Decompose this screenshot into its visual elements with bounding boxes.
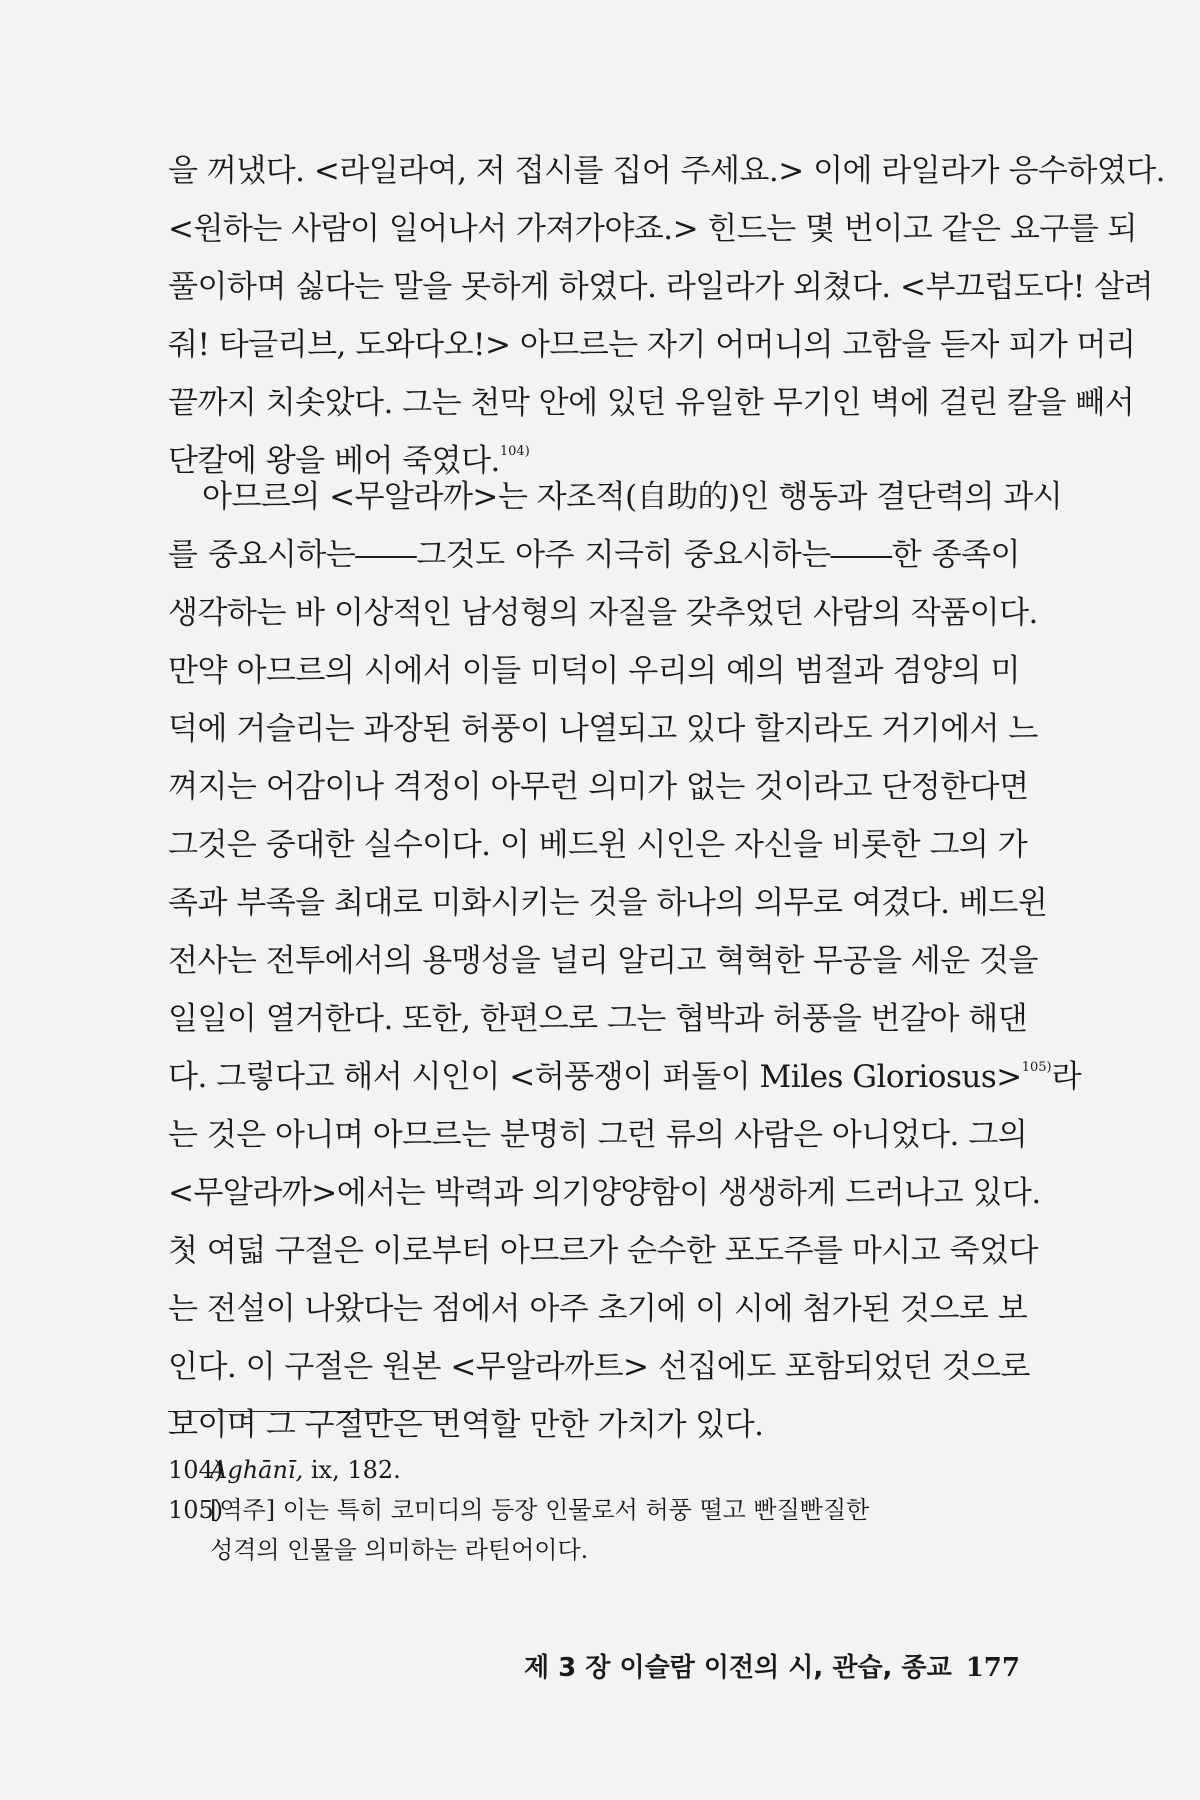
body-line: <무알라까>에서는 박력과 의기양양함이 생생하게 드러나고 있다. (168, 1175, 1041, 1211)
body-line: 그것은 중대한 실수이다. 이 베드윈 시인은 자신을 비롯한 그의 가 (168, 827, 1028, 863)
body-line: 는 것은 아니며 아므르는 분명히 그런 류의 사람은 아니었다. 그의 (168, 1117, 1028, 1153)
body-line-text: 다. 그렇다고 해서 시인이 <허풍쟁이 퍼돌이 Miles Gloriosus> (168, 1059, 1022, 1095)
body-line: 첫 여덟 구절은 이로부터 아므르가 순수한 포도주를 마시고 죽었다 (168, 1233, 1038, 1269)
footnote-divider (168, 1411, 452, 1412)
running-footer (524, 1648, 1020, 1688)
body-line-suffix: 라 (1051, 1059, 1082, 1095)
body-line: 만약 아므르의 시에서 이들 미덕이 우리의 예의 범절과 겸양의 미 (168, 653, 1020, 689)
footnote-104 (168, 1450, 1020, 1490)
footnote-source-detail: ix, 182. (303, 1456, 401, 1484)
body-line: 을 꺼냈다. <라일라여, 저 접시를 집어 주세요.> 이에 라일라가 응수하였다. (168, 153, 1166, 189)
footnote-number: 104) (168, 1456, 224, 1484)
body-line: 생각하는 바 이상적인 남성형의 자질을 갖추었던 사람의 작품이다. (168, 595, 1038, 631)
page-number: 177 (965, 1653, 1020, 1683)
body-line: 일일이 열거한다. 또한, 한편으로 그는 협박과 허풍을 번갈아 해댄 (168, 1001, 1028, 1037)
body-line: 인다. 이 구절은 원본 <무알라까트> 선집에도 포함되었던 것으로 (168, 1349, 1030, 1385)
footnote-105-continuation (168, 1530, 1020, 1570)
body-line: 보이며 그 구절만은 번역할 만한 가치가 있다. (168, 1407, 764, 1443)
body-line: <원하는 사람이 일어나서 가져가야죠.> 힌드는 몇 번이고 같은 요구를 되 (168, 211, 1137, 247)
footnote-reference-104: 104) (499, 444, 530, 459)
body-line: 아므르의 <무알라까>는 자조적(自助的)인 행동과 결단력의 과시 (202, 479, 1063, 515)
footnote-text: 성격의 인물을 의미하는 라틴어이다. (210, 1536, 589, 1564)
footnote-105 (168, 1490, 1020, 1530)
paragraph-2 (168, 468, 1082, 1454)
body-line: 족과 부족을 최대로 미화시키는 것을 하나의 의무로 여겼다. 베드윈 (168, 885, 1048, 921)
footnote-text: [역주] 이는 특히 코미디의 등장 인물로서 허풍 떨고 빤질빤질한 (210, 1496, 870, 1524)
body-line: 풀이하며 싫다는 말을 못하게 하였다. 라일라가 외쳤다. <부끄럽도다! 살려 (168, 269, 1153, 305)
footnote-number: 105) (168, 1496, 224, 1524)
body-line: 줘! 타글리브, 도와다오!> 아므르는 자기 어머니의 고함을 듣자 피가 머리 (168, 327, 1136, 363)
body-line (168, 1048, 1082, 1106)
body-line-text: 단칼에 왕을 베어 죽였다. (168, 443, 500, 479)
body-line: 는 전설이 나왔다는 점에서 아주 초기에 이 시에 첨가된 것으로 보 (168, 1291, 1028, 1327)
footnotes (168, 1450, 1020, 1570)
body-line: 껴지는 어감이나 격정이 아무런 의미가 없는 것이라고 단정한다면 (168, 769, 1029, 805)
body-line: 전사는 전투에서의 용맹성을 널리 알리고 혁혁한 무공을 세운 것을 (168, 943, 1038, 979)
footnote-reference-105: 105) (1021, 1060, 1052, 1075)
body-line: 끝까지 치솟았다. 그는 천막 안에 있던 유일한 무기인 벽에 걸린 칼을 빼서 (168, 385, 1135, 421)
body-line: 덕에 거슬리는 과장된 허풍이 나열되고 있다 할지라도 거기에서 느 (168, 711, 1038, 747)
paragraph-1 (168, 142, 1166, 490)
footnote-source-title: Aghānī, (210, 1456, 304, 1484)
chapter-title: 제 3 장 이슬람 이전의 시, 관습, 종교 (524, 1653, 952, 1683)
body-line: 를 중요시하는――그것도 아주 지극히 중요시하는――한 종족이 (168, 537, 1020, 573)
